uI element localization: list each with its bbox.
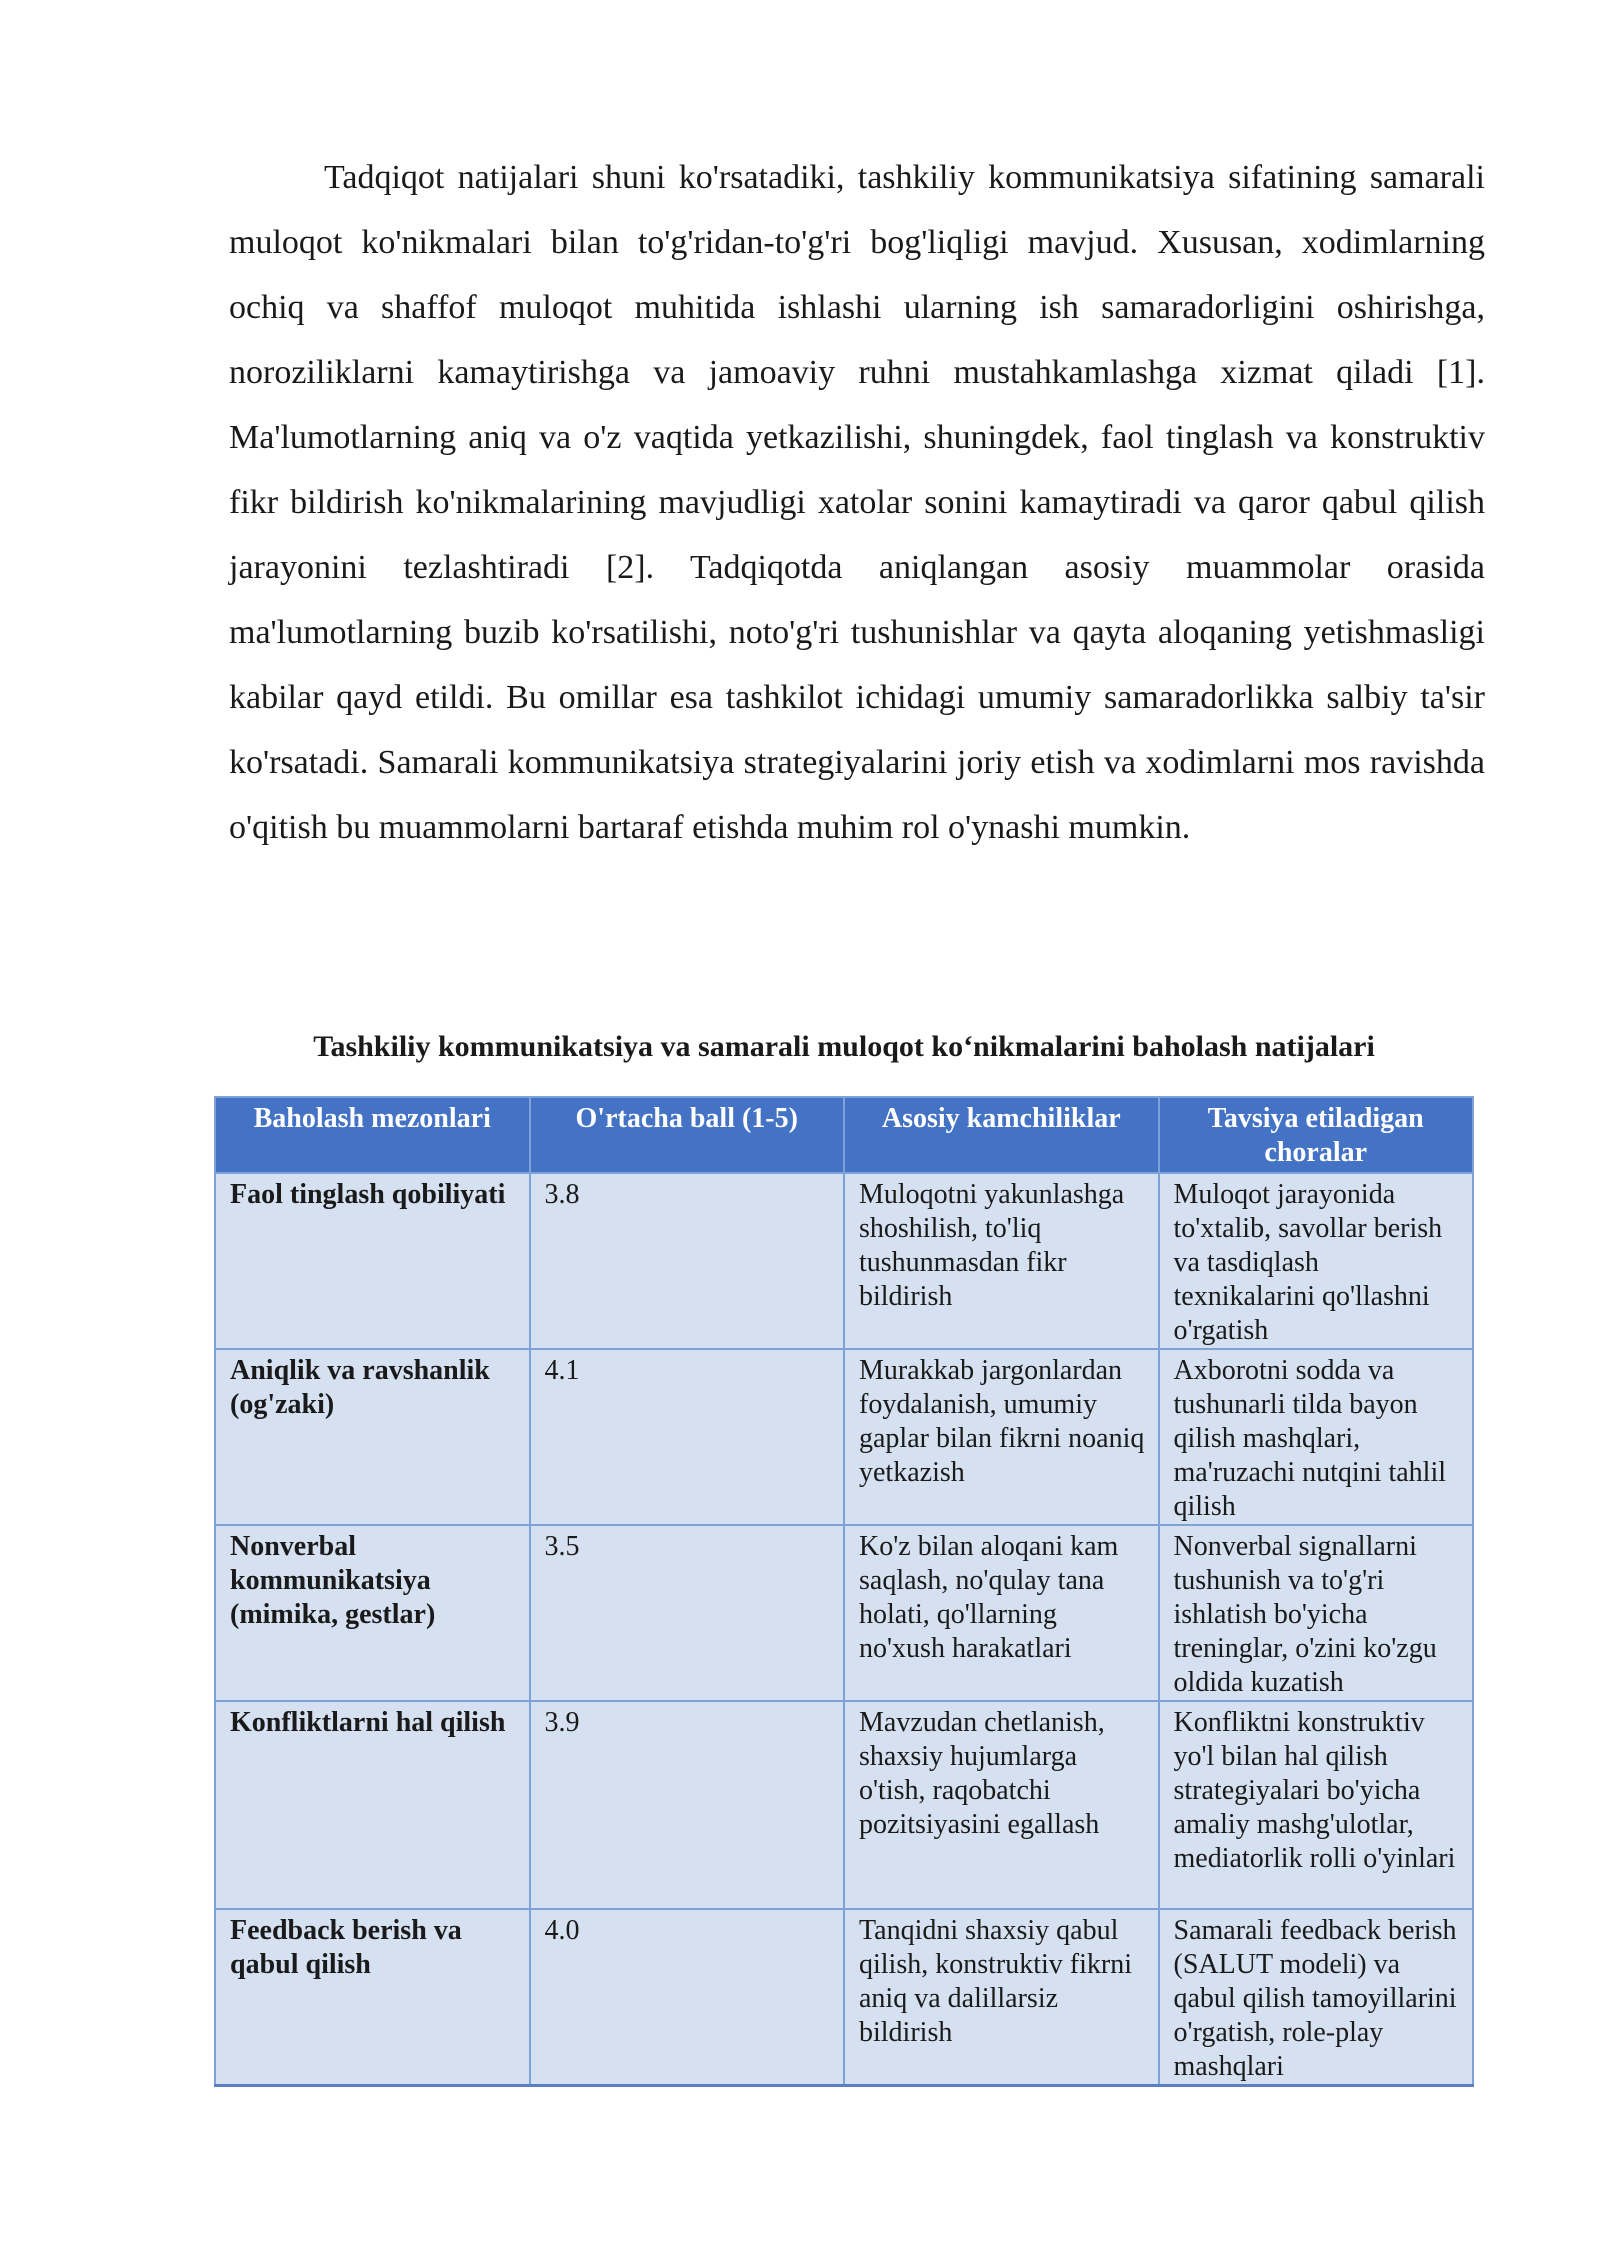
shortcomings-cell: Muloqotni yakunlashga shoshilish, to'liq tushunmasdan fikr bildirish <box>844 1173 1159 1349</box>
header-recommended-measures: Tavsiya etiladigan choralar <box>1159 1097 1474 1173</box>
recommendations-cell: Samarali feedback berish (SALUT modeli) va qabul qilish tamoyillarini o'rgatish, role-play mashqlari <box>1159 1909 1474 2086</box>
criterion-cell: Faol tinglash qobiliyati <box>215 1173 530 1349</box>
recommendations-cell: Axborotni sodda va tushunarli tilda bayon qilish mashqlari, ma'ruzachi nutqini tahlil qilish <box>1159 1349 1474 1525</box>
table-title: Tashkiliy kommunikatsiya va samarali muloqot ko‘nikmalarini baholash natijalari <box>313 1030 1375 1063</box>
table-row <box>215 1525 1473 1701</box>
table-row <box>215 1349 1473 1525</box>
criterion-cell: Nonverbal kommunikatsiya (mimika, gestlar) <box>215 1525 530 1701</box>
table-header-row <box>215 1097 1473 1173</box>
score-cell: 3.5 <box>530 1525 845 1701</box>
shortcomings-cell: Murakkab jargonlardan foydalanish, umumiy gaplar bilan fikrni noaniq yetkazish <box>844 1349 1159 1525</box>
shortcomings-cell: Ko'z bilan aloqani kam saqlash, no'qulay tana holati, qo'llarning no'xush harakatlari <box>844 1525 1159 1701</box>
table-row <box>215 1173 1473 1349</box>
table-row <box>215 1909 1473 2086</box>
body-paragraph: Tadqiqot natijalari shuni ko'rsatadiki, tashkiliy kommunikatsiya sifatining samarali muloqot ko'nikmalari bilan to'g'ridan-to'g'ri bog'liqligi mavjud. Xususan, xodimlarning ochiq va shaffof muloqot muhitida ishlashi ularning ish samaradorligini oshirishga, noroziliklarni kamaytirishga va jamoaviy ruhni mustahkamlashga xizmat qiladi [1]. Ma'lumotlarning aniq va o'z vaqtida yetkazilishi, shuningdek, faol tinglash va konstruktiv fikr bildirish ko'nikmalarining mavjudligi xatolar sonini kamaytiradi va qaror qabul qilish jarayonini tezlashtiradi [2]. Tadqiqotda aniqlangan asosiy muammolar orasida ma'lumotlarning buzib ko'rsatilishi, noto'g'ri tushunishlar va qayta aloqaning yetishmasligi kabilar qayd etildi. Bu omillar esa tashkilot ichidagi umumiy samaradorlikka salbiy ta'sir ko'rsatadi. Samarali kommunikatsiya strategiyalarini joriy etish va xodimlarni mos ravishda o'qitish bu muammolarni bartaraf etishda muhim rol o'ynashi mumkin. <box>229 159 1485 846</box>
score-cell: 4.1 <box>530 1349 845 1525</box>
score-cell: 3.9 <box>530 1701 845 1909</box>
score-cell: 4.0 <box>530 1909 845 2086</box>
criterion-cell: Feedback berish va qabul qilish <box>215 1909 530 2086</box>
recommendations-cell: Nonverbal signallarni tushunish va to'g'ri ishlatish bo'yicha treninglar, o'zini ko'zgu oldida kuzatish <box>1159 1525 1474 1701</box>
criterion-cell: Aniqlik va ravshanlik (og'zaki) <box>215 1349 530 1525</box>
criterion-cell: Konfliktlarni hal qilish <box>215 1701 530 1909</box>
shortcomings-cell: Tanqidni shaxsiy qabul qilish, konstruktiv fikrni aniq va dalillarsiz bildirish <box>844 1909 1159 2086</box>
table-row <box>215 1701 1473 1909</box>
recommendations-cell: Konfliktni konstruktiv yo'l bilan hal qilish strategiyalari bo'yicha amaliy mashg'ulotlar, mediatorlik rolli o'yinlari <box>1159 1701 1474 1909</box>
header-main-shortcomings: Asosiy kamchiliklar <box>844 1097 1159 1173</box>
header-criteria: Baholash mezonlari <box>215 1097 530 1173</box>
header-average-score: O'rtacha ball (1-5) <box>530 1097 845 1173</box>
evaluation-table <box>214 1096 1474 2087</box>
recommendations-cell: Muloqot jarayonida to'xtalib, savollar berish va tasdiqlash texnikalarini qo'llashni o'rgatish <box>1159 1173 1474 1349</box>
shortcomings-cell: Mavzudan chetlanish, shaxsiy hujumlarga o'tish, raqobatchi pozitsiyasini egallash <box>844 1701 1159 1909</box>
score-cell: 3.8 <box>530 1173 845 1349</box>
